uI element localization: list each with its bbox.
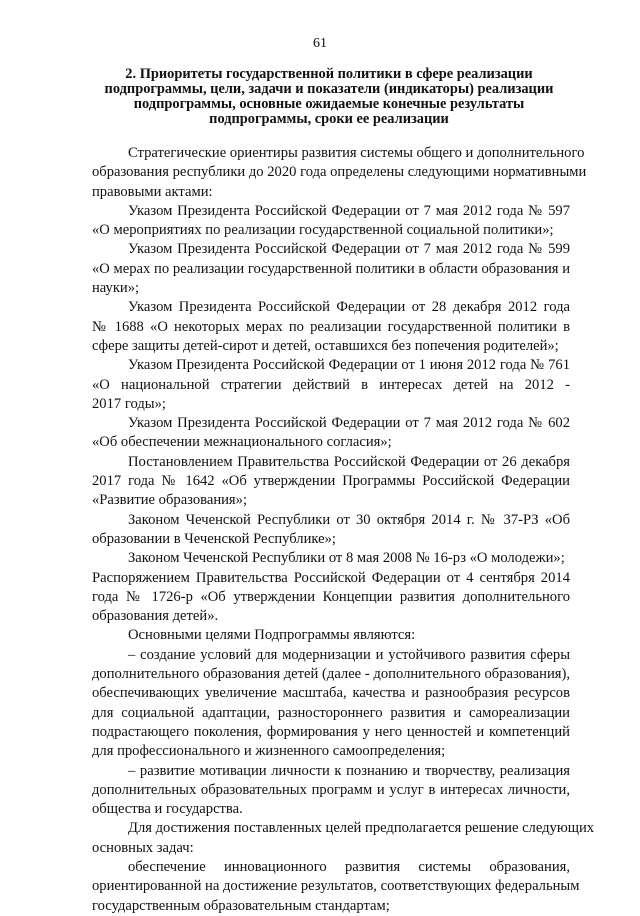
paragraph	[92, 858, 580, 916]
text-line: обеспечение инновационного развития системы образования,	[128, 858, 570, 875]
paragraph	[92, 453, 570, 511]
paragraph	[92, 356, 570, 414]
text-line: Указом Президента Российской Федерации от 1 июня 2012 года № 761	[128, 357, 570, 374]
text-line: основных задач:	[92, 839, 194, 856]
text-line: «Об обеспечении межнационального согласия»;	[92, 434, 392, 451]
text-line: № 1688 «О некоторых мерах по реализации государственной политики в	[92, 318, 570, 335]
text-line: «О национальной стратегии действий в интересах детей на 2012 -	[92, 376, 570, 393]
heading-line: подпрограммы, цели, задачи и показатели (индикаторы) реализации	[104, 81, 554, 97]
text-line: «Развитие образования»;	[92, 492, 248, 509]
text-line: Законом Чеченской Республики от 8 мая 2008 № 16-рз «О молодежи»;	[128, 550, 565, 567]
document-body	[92, 144, 595, 916]
text-line: 2017 годы»;	[92, 395, 166, 412]
text-line: года № 1726-р «Об утверждении Концепции развития дополнительного	[92, 588, 570, 605]
paragraph	[92, 240, 570, 298]
text-line: – развитие мотивации личности к познанию и творчеству, реализация	[128, 762, 570, 779]
text-line: обеспечивающих увеличение масштаба, качества и разнообразия ресурсов	[92, 685, 570, 702]
heading-line: подпрограммы, основные ожидаемые конечные результаты	[133, 96, 525, 112]
text-line: 2017 года № 1642 «Об утверждении Программы Российской Федерации	[92, 473, 570, 490]
text-line: образования детей».	[92, 608, 219, 625]
text-line: дополнительного образования детей (далее - дополнительного образования),	[92, 666, 570, 683]
text-line: образования республики до 2020 года определены следующими нормативными	[92, 164, 587, 181]
paragraph	[92, 626, 570, 645]
text-line: образовании в Чеченской Республике»;	[92, 530, 336, 547]
text-line: Стратегические ориентиры развития системы общего и дополнительного	[128, 145, 585, 161]
paragraph	[92, 414, 570, 453]
text-line: правовыми актами:	[92, 183, 213, 200]
text-line: «О мероприятиях по реализации государственной социальной политики»;	[92, 222, 554, 239]
text-line: дополнительных образовательных программ и услуг в интересах личности,	[92, 781, 570, 798]
paragraph	[92, 202, 570, 241]
text-line: ориентированной на достижение результатов, соответствующих федеральным	[92, 878, 580, 895]
text-line: – создание условий для модернизации и устойчивого развития сферы	[128, 646, 570, 663]
text-line: Указом Президента Российской Федерации от 7 мая 2012 года № 597	[128, 202, 570, 219]
text-line: Законом Чеченской Республики от 30 октября 2014 г. № 37-РЗ «Об	[128, 511, 570, 528]
text-line: Основными целями Подпрограммы являются:	[128, 627, 416, 644]
heading-line: подпрограммы, сроки ее реализации	[209, 111, 449, 127]
paragraph	[92, 549, 570, 568]
text-line: Распоряжением Правительства Российской Федерации от 4 сентября 2014	[92, 569, 570, 586]
text-line: для профессионального и жизненного самоопределения;	[92, 743, 446, 760]
paragraph	[92, 511, 570, 550]
paragraph	[92, 298, 570, 356]
text-line: общества и государства.	[92, 801, 243, 818]
paragraph	[92, 144, 587, 202]
heading-line: 2. Приоритеты государственной политики в сфере реализации	[125, 66, 533, 82]
text-line: Постановлением Правительства Российской Федерации от 26 декабря	[128, 453, 570, 470]
text-line: «О мерах по реализации государственной политики в области образования и	[92, 260, 570, 277]
text-line: подрастающего поколения, формирования у него ценностей и компетенций	[92, 723, 570, 740]
section-heading	[88, 67, 570, 127]
text-line: для социальной адаптации, разностороннего развития и самореализации	[92, 704, 570, 721]
paragraph	[92, 646, 570, 762]
paragraph	[92, 762, 570, 820]
text-line: Указом Президента Российской Федерации от 7 мая 2012 года № 602	[128, 415, 570, 432]
text-line: сфере защиты детей-сирот и детей, оставшихся без попечения родителей»;	[92, 337, 559, 354]
text-line: государственным образовательным стандартам;	[92, 897, 390, 914]
paragraph	[92, 569, 570, 627]
text-line: Указом Президента Российской Федерации от 7 мая 2012 года № 599	[128, 241, 570, 258]
text-line: Указом Президента Российской Федерации от 28 декабря 2012 года	[128, 299, 570, 316]
text-line: науки»;	[92, 280, 140, 297]
page-number: 61	[313, 36, 327, 51]
text-line: Для достижения поставленных целей предполагается решение следующих	[128, 820, 595, 837]
paragraph	[92, 819, 595, 858]
